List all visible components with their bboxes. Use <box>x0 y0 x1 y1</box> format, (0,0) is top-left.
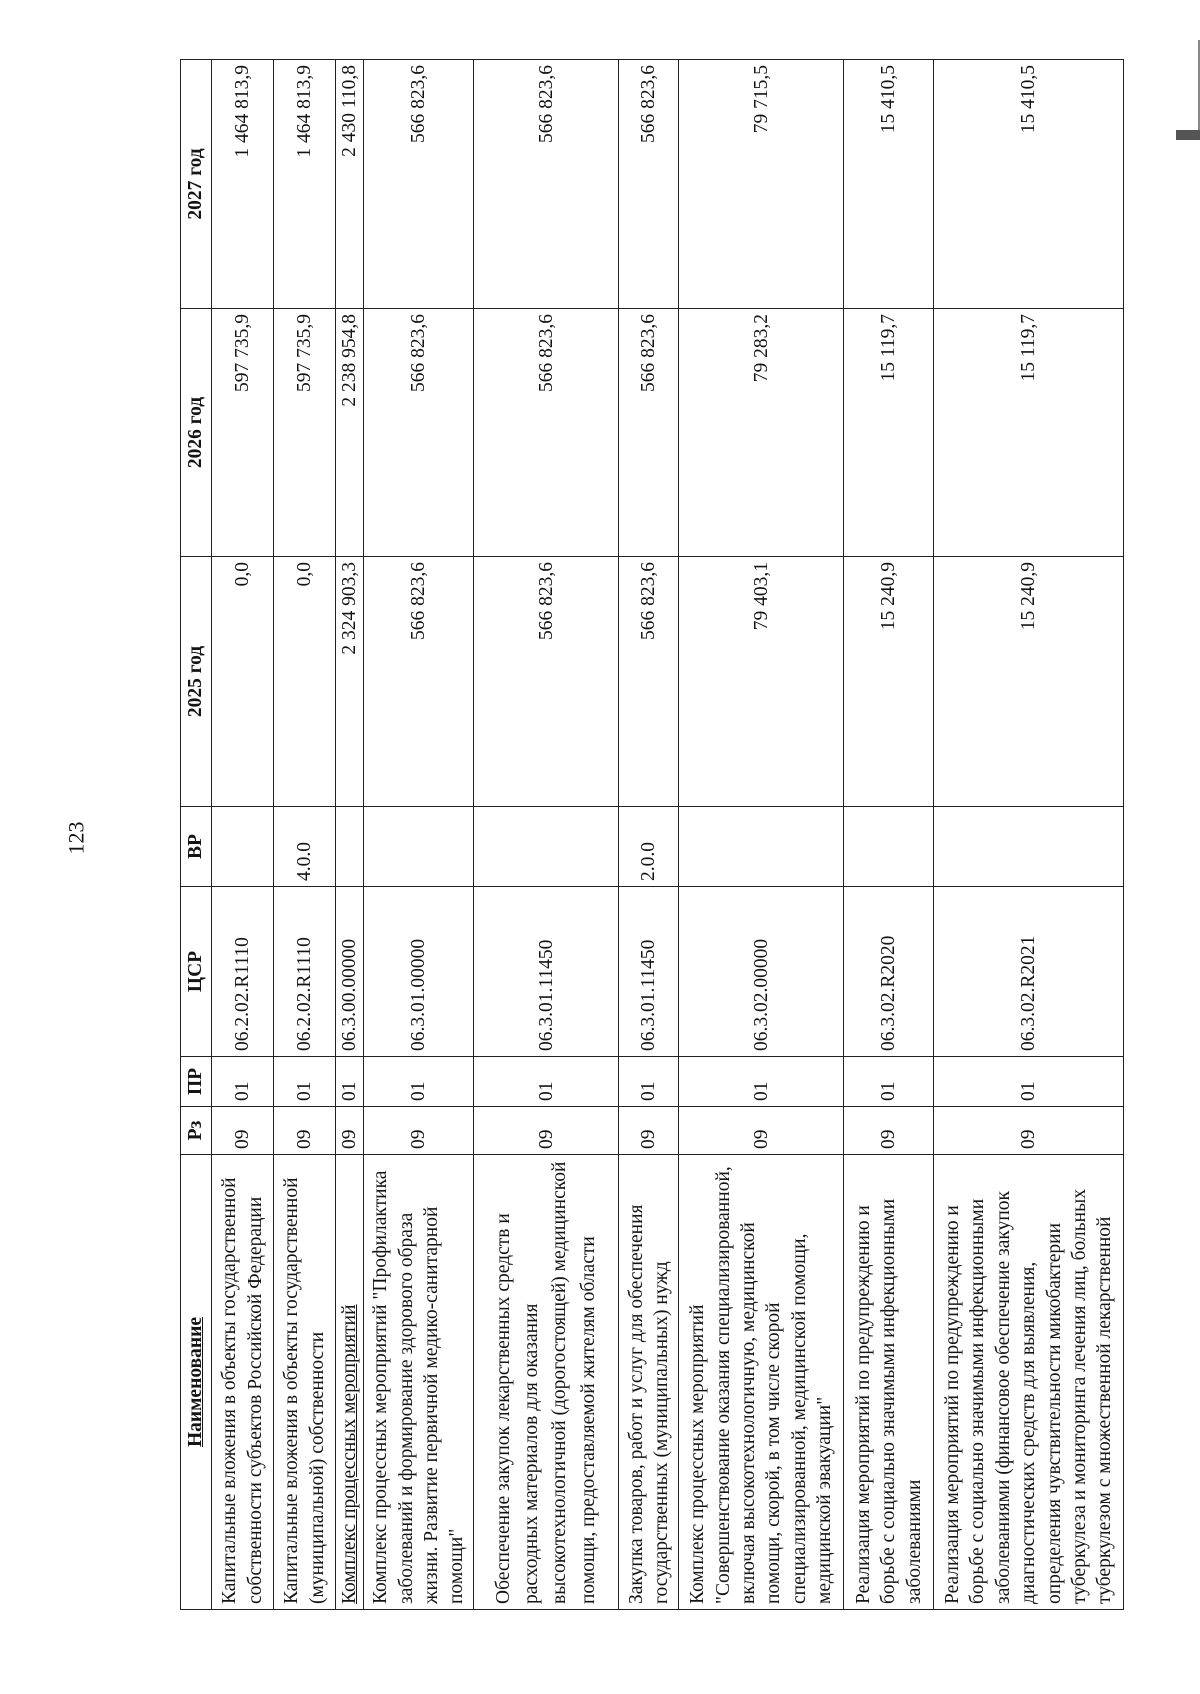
row-2027: 566 823,6 <box>619 60 679 309</box>
row-pr: 01 <box>364 1057 474 1107</box>
row-rz: 09 <box>364 1107 474 1155</box>
row-vr <box>679 807 844 887</box>
row-name: Капитальные вложения в объекты государственной собственности субъектов Российской Федерации <box>212 1155 274 1610</box>
page-number: 123 <box>63 821 89 855</box>
row-csr: 06.3.02.00000 <box>679 887 844 1057</box>
row-vr <box>336 807 364 887</box>
header-pr: ПР <box>181 1057 212 1107</box>
row-2026: 15 119,7 <box>844 309 934 557</box>
row-vr: 2.0.0 <box>619 807 679 887</box>
row-2026: 597 735,9 <box>212 309 274 557</box>
row-2027: 566 823,6 <box>364 60 474 309</box>
row-pr: 01 <box>212 1057 274 1107</box>
row-name: Закупка товаров, работ и услуг для обеспечения государственных (муниципальных) нужд <box>619 1155 679 1610</box>
header-2026: 2026 год <box>181 309 212 557</box>
table-row <box>934 60 1124 1610</box>
row-rz: 09 <box>474 1107 619 1155</box>
row-pr: 01 <box>474 1057 619 1107</box>
row-2026: 597 735,9 <box>274 309 336 557</box>
row-2027: 15 410,5 <box>934 60 1124 309</box>
row-2027: 1 464 813,9 <box>274 60 336 309</box>
table-header-row <box>181 60 212 1610</box>
row-2025: 566 823,6 <box>474 557 619 807</box>
row-2026: 2 238 954,8 <box>336 309 364 557</box>
row-name: Капитальные вложения в объекты государственной (муниципальной) собственности <box>274 1155 336 1610</box>
row-2026: 566 823,6 <box>474 309 619 557</box>
table-row <box>274 60 336 1610</box>
row-2026: 15 119,7 <box>934 309 1124 557</box>
row-2025: 566 823,6 <box>619 557 679 807</box>
row-2026: 79 283,2 <box>679 309 844 557</box>
table-row <box>364 60 474 1610</box>
budget-table <box>180 59 1124 1610</box>
row-2027: 566 823,6 <box>474 60 619 309</box>
scan-edge-mark <box>1176 130 1200 140</box>
row-2026: 566 823,6 <box>364 309 474 557</box>
header-rz: Рз <box>181 1107 212 1155</box>
row-2027: 15 410,5 <box>844 60 934 309</box>
row-2025: 0,0 <box>212 557 274 807</box>
row-vr: 4.0.0 <box>274 807 336 887</box>
row-pr: 01 <box>679 1057 844 1107</box>
row-name: Реализация мероприятий по предупреждению и борьбе с социально значимыми инфекционными заболеваниями (финансовое обеспечение закупок диагностических средств для выявления, определения чувствительности микобактерии туберкулеза и мониторинга лечения лиц, больных туберкулезом с множественной лекарственной <box>934 1155 1124 1610</box>
row-vr <box>474 807 619 887</box>
row-pr: 01 <box>619 1057 679 1107</box>
row-2025: 15 240,9 <box>844 557 934 807</box>
row-vr <box>934 807 1124 887</box>
row-2027: 2 430 110,8 <box>336 60 364 309</box>
row-2025: 0,0 <box>274 557 336 807</box>
row-vr <box>844 807 934 887</box>
row-pr: 01 <box>274 1057 336 1107</box>
row-rz: 09 <box>679 1107 844 1155</box>
table-row <box>679 60 844 1610</box>
row-pr: 01 <box>336 1057 364 1107</box>
header-2027: 2027 год <box>181 60 212 309</box>
header-2025: 2025 год <box>181 557 212 807</box>
header-name: Наименование <box>181 1155 212 1610</box>
row-vr <box>212 807 274 887</box>
row-name: Комплекс процессных мероприятий <box>336 1155 364 1610</box>
row-csr: 06.3.02.R2021 <box>934 887 1124 1057</box>
row-rz: 09 <box>274 1107 336 1155</box>
row-2027: 79 715,5 <box>679 60 844 309</box>
row-csr: 06.3.01.11450 <box>619 887 679 1057</box>
table-row <box>619 60 679 1610</box>
row-csr: 06.2.02.R1110 <box>212 887 274 1057</box>
row-vr <box>364 807 474 887</box>
row-2025: 2 324 903,3 <box>336 557 364 807</box>
table-row <box>212 60 274 1610</box>
row-rz: 09 <box>934 1107 1124 1155</box>
rotated-page-content <box>180 60 1116 1610</box>
row-csr: 06.3.02.R2020 <box>844 887 934 1057</box>
row-csr: 06.2.02.R1110 <box>274 887 336 1057</box>
row-csr: 06.3.00.00000 <box>336 887 364 1057</box>
row-name: Реализация мероприятий по предупреждению и борьбе с социально значимыми инфекционными заболеваниями <box>844 1155 934 1610</box>
row-csr: 06.3.01.00000 <box>364 887 474 1057</box>
row-csr: 06.3.01.11450 <box>474 887 619 1057</box>
row-pr: 01 <box>844 1057 934 1107</box>
row-name: Обеспечение закупок лекарственных средств и расходных материалов для оказания высокотехнологичной (дорогостоящей) медицинской помощи, предоставляемой жителям области <box>474 1155 619 1610</box>
row-2026: 566 823,6 <box>619 309 679 557</box>
table-row <box>844 60 934 1610</box>
row-rz: 09 <box>619 1107 679 1155</box>
header-csr: ЦСР <box>181 887 212 1057</box>
header-vr: ВР <box>181 807 212 887</box>
row-rz: 09 <box>844 1107 934 1155</box>
row-2027: 1 464 813,9 <box>212 60 274 309</box>
row-rz: 09 <box>212 1107 274 1155</box>
row-name: Комплекс процессных мероприятий "Профилактика заболеваний и формирование здорового образа жизни. Развитие первичной медико-санитарной помощи" <box>364 1155 474 1610</box>
table-row <box>336 60 364 1610</box>
row-pr: 01 <box>934 1057 1124 1107</box>
table-row <box>474 60 619 1610</box>
row-2025: 79 403,1 <box>679 557 844 807</box>
row-2025: 566 823,6 <box>364 557 474 807</box>
row-name: Комплекс процессных мероприятий "Совершенствование оказания специализированной, включая высокотехнологичную, медицинской помощи, скорой, в том числе скорой специализированной, медицинской помощи, медицинской эвакуации" <box>679 1155 844 1610</box>
row-2025: 15 240,9 <box>934 557 1124 807</box>
row-rz: 09 <box>336 1107 364 1155</box>
